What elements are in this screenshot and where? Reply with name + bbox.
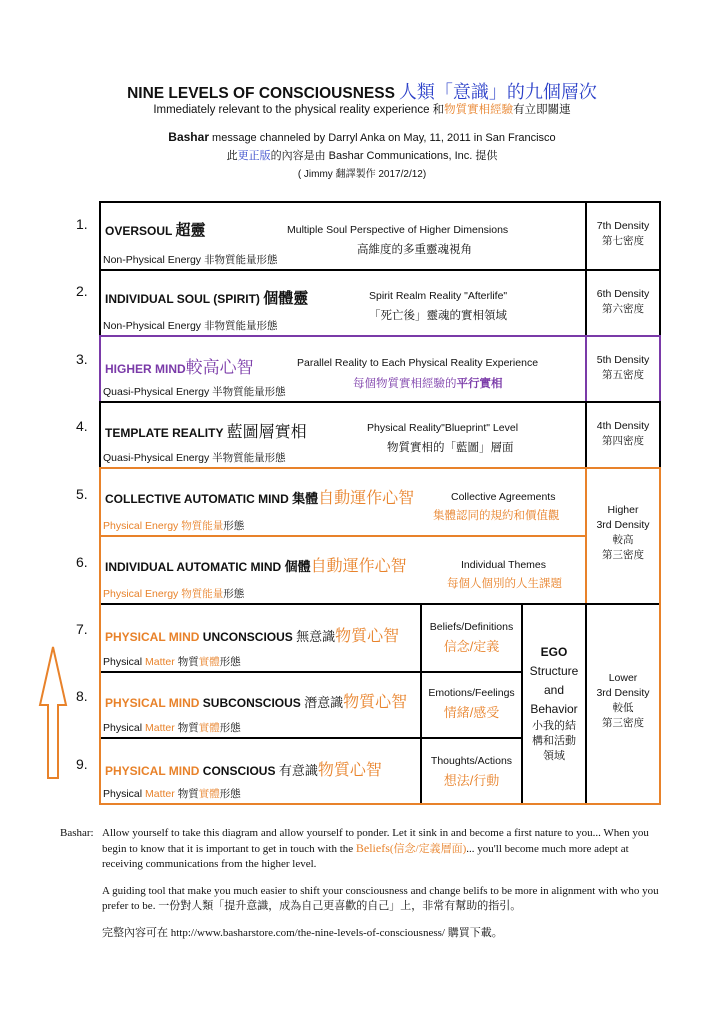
density-cell-5: 5th Density 第五密度 [585,335,661,403]
density-cell-6: 6th Density 第六密度 [585,269,661,337]
level-title: OVERSOUL 超靈 [105,222,206,239]
level-row-4 [99,401,587,469]
level-number-8: 8. [76,688,88,704]
density-cell-4: 4th Density 第四密度 [585,401,661,469]
level-number-9: 9. [76,756,88,772]
density-cell-7: 7th Density 第七密度 [585,201,661,271]
level-number-2: 2. [76,283,88,299]
credit2-c: 的內容是由 Bashar Communications, Inc. 提供 [270,150,498,162]
level-desc-zh: 每個人個別的人生課題 [447,578,562,590]
aspect-cell-emotions: Emotions/Feelings 情緒/感受 [420,671,523,739]
level-title: INDIVIDUAL AUTOMATIC MIND 個體自動運作心智 [105,558,407,575]
level-row-1 [99,201,587,271]
aspect-cell-thoughts: Thoughts/Actions 想法/行動 [420,737,523,805]
level-desc-en: Multiple Soul Perspective of Higher Dimensions [287,224,509,236]
level-title: INDIVIDUAL SOUL (SPIRIT) 個體靈 [105,290,309,307]
level-number-5: 5. [76,486,88,502]
credit-name: Bashar [168,130,209,144]
level-number-4: 4. [76,418,88,434]
level-number-1: 1. [76,216,88,232]
level-desc-zh: 每個物質實相經驗的平行實相 [353,378,503,390]
level-desc-en: Spirit Realm Reality "Afterlife" [369,290,508,302]
level-energy: Quasi-Physical Energy 半物質能量形態 [103,452,286,464]
level-energy: Physical Energy 物質能量形態 [103,520,245,532]
level-energy: Non-Physical Energy 非物質能量形態 [103,254,278,266]
level-number-7: 7. [76,621,88,637]
aspect-cell-beliefs: Beliefs/Definitions 信念/定義 [420,603,523,673]
title-zh: 人類「意識」的九個層次 [398,82,597,102]
level-energy: Quasi-Physical Energy 半物質能量形態 [103,386,286,398]
level-row-3 [99,335,587,403]
level-row-8 [99,671,422,739]
credit2-a: 此 [226,150,238,162]
subtitle-zh-c: 有立即關連 [513,104,571,116]
level-row-5 [99,467,587,537]
level-energy: Physical Matter 物質實體形態 [103,722,241,734]
level-desc-zh: 物質實相的「藍圖」層面 [387,442,514,454]
level-row-7 [99,603,422,673]
level-title: COLLECTIVE AUTOMATIC MIND 集體自動運作心智 [105,490,415,507]
level-desc-zh: 高維度的多重靈魂視角 [357,244,472,256]
level-title: HIGHER MIND較高心智 [105,358,254,377]
footer-paragraph-3: 完整內容可在 http://www.basharstore.com/the-nine-levels-of-consciousness/ 購買下載。 [102,927,503,939]
level-energy: Physical Energy 物質能量形態 [103,588,245,600]
credit-line [0,130,724,144]
footer-paragraph-1: Allow yourself to take this diagram and allow yourself to ponder. Let it sink in and become a first nature to you... When you begin to know that it is important to get in touch with the Beliefs(信念/定義層面)... you'll become much more adept at receiving communications from the higher level. [102,827,649,870]
level-energy: Physical Matter 物質實體形態 [103,788,241,800]
footer-text [60,826,660,953]
level-desc-en: Individual Themes [461,559,547,571]
density-cell-higher-3: Higher 3rd Density 較高 第三密度 [585,467,661,605]
level-title: TEMPLATE REALITY 藍圖層實相 [105,424,307,441]
level-desc-en: Physical Reality"Blueprint" Level [367,422,519,434]
footer-paragraph-2: A guiding tool that make you much easier to shift your consciousness and change belifs to be more in alignment with who you prefer to be. 一份對人類「提升意識，成為自己更喜歡的自己」上，非常有幫助的指引。 [102,885,659,912]
subtitle-en: Immediately relevant to the physical reality experience [153,104,430,116]
level-number-6: 6. [76,554,88,570]
level-title: PHYSICAL MIND CONSCIOUS 有意識物質心智 [105,762,382,779]
credit2-b: 更正版 [237,150,271,162]
subtitle-zh-a: 和 [432,104,445,116]
level-desc-en: Parallel Reality to Each Physical Reality Experience [297,357,539,369]
level-number-3: 3. [76,351,88,367]
ego-cell: EGO Structure and Behavior 小我的結 構和活動 領域 [521,603,587,805]
level-energy: Non-Physical Energy 非物質能量形態 [103,320,278,332]
level-row-9 [99,737,422,805]
up-arrow-icon [38,645,68,780]
level-desc-zh: 「死亡後」靈魂的實相領域 [369,310,507,322]
level-energy: Physical Matter 物質實體形態 [103,656,241,668]
subtitle [0,101,724,117]
credit-rest: message channeled by Darryl Anka on May, 11, 2011 in San Francisco [208,132,556,144]
level-title: PHYSICAL MIND SUBCONSCIOUS 潛意識物質心智 [105,694,408,711]
credit-line-3: ( Jimmy 翻譯製作 2017/2/12) [297,169,427,180]
credit-line-2 [0,147,724,163]
level-desc-zh: 集體認同的規約和價值觀 [433,510,560,522]
level-row-2 [99,269,587,337]
level-title: PHYSICAL MIND UNCONSCIOUS 無意識物質心智 [105,628,400,645]
level-desc-en: Collective Agreements [451,491,556,503]
footer-label: Bashar: [60,827,94,839]
level-row-6 [99,535,587,605]
title-en: NINE LEVELS OF CONSCIOUSNESS [127,85,395,102]
density-cell-lower-3: Lower 3rd Density 較低 第三密度 [585,603,661,805]
subtitle-zh-b: 物質實相經驗 [444,104,514,116]
